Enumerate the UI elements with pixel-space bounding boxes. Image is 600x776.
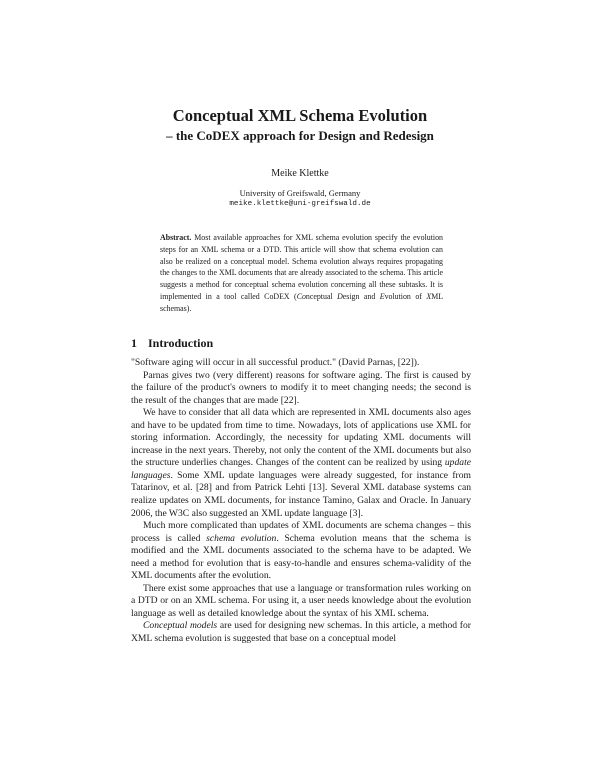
paragraph-text: . Schema evolution means that the schema is modified and the XML documents associated to the schema have to be adapted. We need a method for evolution that is easy-to-handle and ensures schema-validity of the XML documents after the evolution. [131, 532, 471, 582]
paragraph-text: We have to consider that all data which are represented in XML documents also ages and have to be updated from time to time. Nowadays, lots of applications use XML for storing information. Accordingly, the necessity for updating XML documents will increase in the next years. Thereby, not only the content of the XML documents but also the structure underlies changes. Changes of the content can be realized by using [131, 407, 471, 469]
abstract-label: Abstract. [160, 233, 192, 242]
paragraph [131, 407, 471, 520]
abstract-em: E [379, 291, 385, 301]
author-name: Meike Klettke [271, 168, 329, 179]
paper-subtitle: – the CoDEX approach for Design and Redesign [166, 128, 434, 143]
author-email: meike.klettke@uni-greifswald.de [229, 200, 371, 208]
abstract-text: nceptual [305, 291, 338, 301]
abstract [160, 232, 443, 315]
paragraph: "Software aging will occur in all successful product." (David Parnas, [22]). [131, 357, 420, 368]
section-heading [131, 335, 213, 351]
body-text [131, 357, 471, 646]
paragraph-em: schema evolution [206, 532, 277, 544]
abstract-em: Co [296, 291, 306, 301]
paragraph [131, 620, 471, 645]
paragraph: Parnas gives two (very different) reasons for software aging. The first is caused by the failure of the product's owners to modify it to meet changing needs; the second is the result of the changes that are made [22]. [131, 369, 471, 406]
paragraph [131, 520, 471, 583]
paragraph-text: are used for designing new schemas. In this article, a method for XML schema evolution is suggested that base on a conceptual model [131, 620, 471, 645]
paragraph-text: . Some XML update languages were already suggested, for instance from Tatarinov, et al. [28] and from Patrick Lehti [13]. Several XML database systems can realize updates on XML documents, for instance Tamino, Galax and Oracle. In January 2006, the W3C also suggested an XML update language [3]. [131, 469, 471, 519]
abstract-text: esign and [342, 291, 380, 301]
section-title: Introduction [148, 336, 214, 350]
section-number: 1 [131, 336, 137, 350]
abstract-text: Most available approaches for XML schema evolution specify the evolution steps for an XML schema or a DTD. This article will show that schema evolution can also be realized on a conceptual model. Schema evolution always requires propagating the changes to the XML documents that are already associated to the schema. This article suggests a method for conceptual schema evolution concerning all these subtasks. It is implemented in a tool called CoDEX ( [160, 233, 443, 301]
paragraph: There exist some approaches that use a language or transformation rules working on a DTD or on an XML schema. For using it, a user needs knowledge about the evolution language as well as detailed knowledge about the syntax of his XML schema. [131, 582, 471, 619]
abstract-em: D [337, 291, 343, 301]
paper-title: Conceptual XML Schema Evolution [172, 106, 428, 125]
abstract-text: ML schemas). [160, 291, 444, 313]
paragraph-em: update languages [131, 457, 471, 481]
author-affiliation: University of Greifswald, Germany [239, 188, 361, 198]
paragraph-text: Much more complicated than updates of XML documents are schema changes – this process is called [131, 520, 471, 544]
abstract-text: volution of [384, 291, 427, 301]
paragraph-em: Conceptual models [143, 620, 218, 632]
abstract-em: X [426, 291, 432, 301]
